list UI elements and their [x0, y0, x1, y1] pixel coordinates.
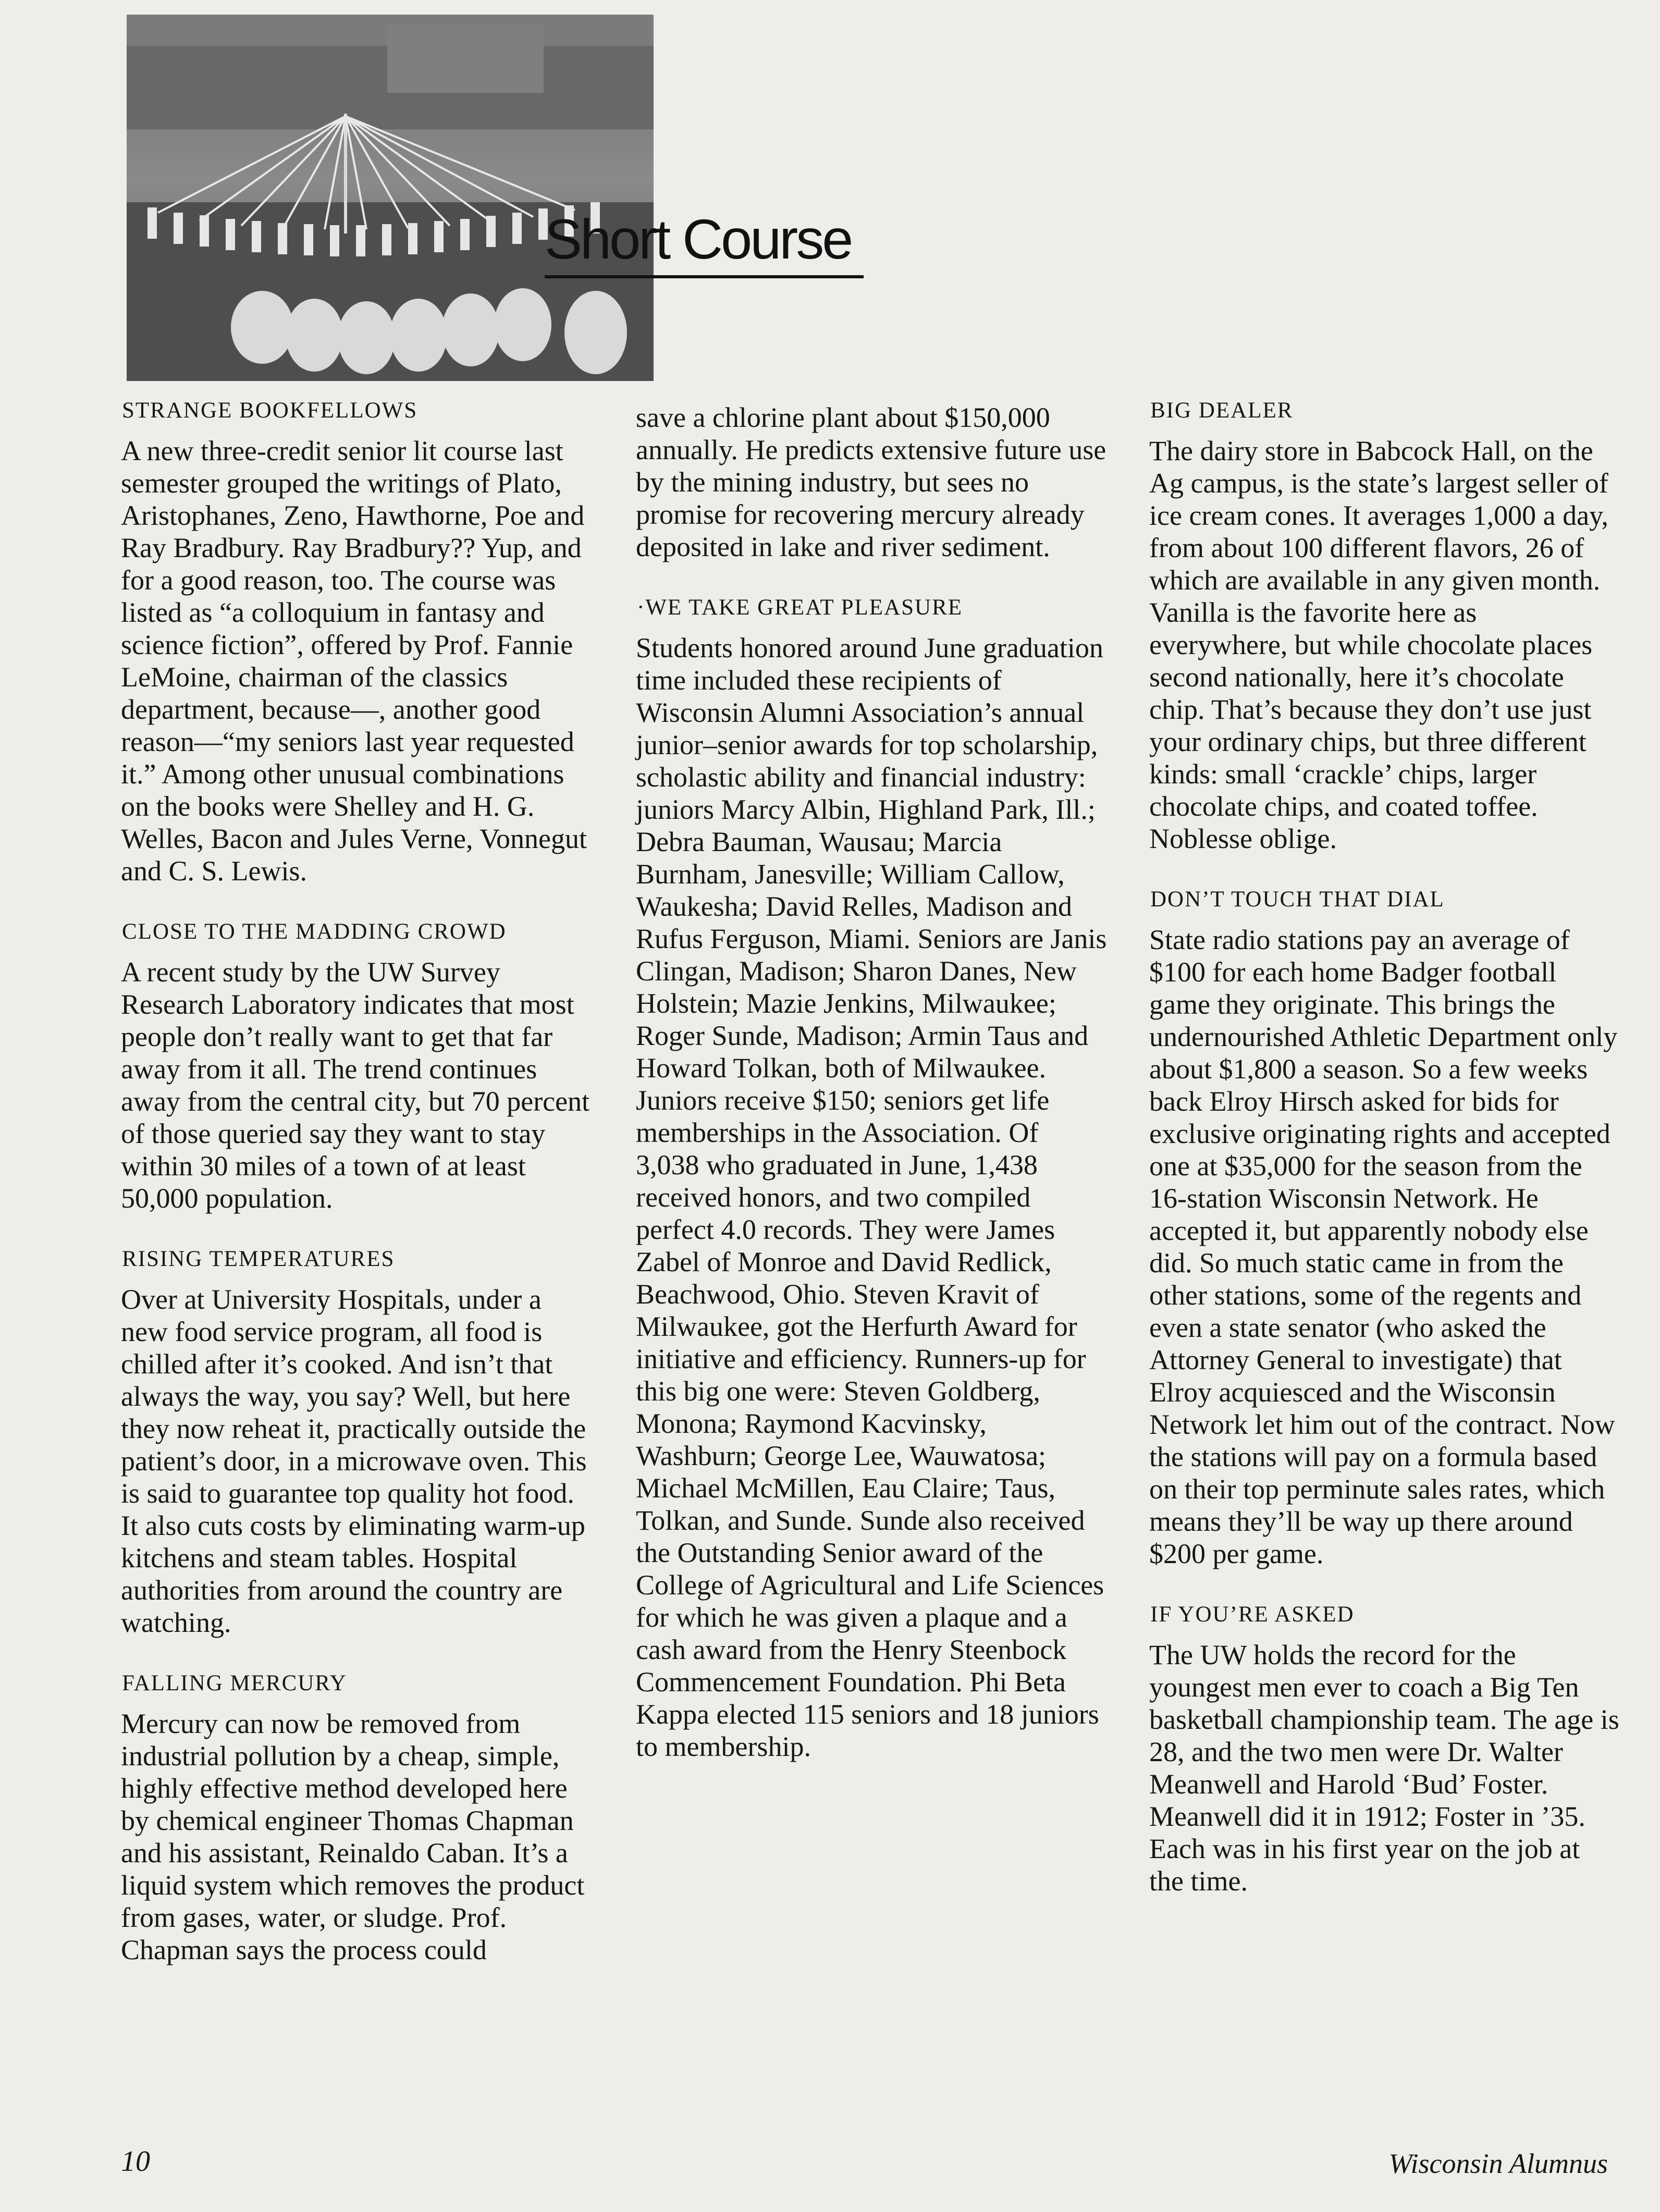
- article-heading: BIG DEALER: [1150, 398, 1294, 423]
- column-3: [1149, 396, 1621, 1927]
- article-body: Mercury can now be removed from industrial pollution by a cheap, simple, highly effective method developed here by chemical engineer Thomas Chapman and his assistant, Reinaldo Caban. It’s a liquid system which removes the product from gases, water, or sludge. Prof. Chapman says the process could: [121, 1707, 585, 1965]
- article-madding-crowd: [121, 917, 593, 1214]
- article-if-youre-asked: [1149, 1600, 1621, 1897]
- article-body: Over at University Hospitals, under a new food service program, all food is chilled after it’s cooked. And isn’t that always the way, you say? Well, but here they now reheat it, practically outside the patient’s door, in a microwave oven. This is said to guarantee top quality hot food. It also cuts costs by eliminating warm-up kitchens and steam tables. Hospital authorities from around the country are watching.: [121, 1283, 587, 1638]
- article-heading: IF YOU’RE ASKED: [1150, 1602, 1355, 1627]
- article-heading: ·WE TAKE GREAT PLEASURE: [637, 595, 963, 620]
- article-body: State radio stations pay an average of $100 for each home Badger football game they originate. This brings the undernourished Athletic Department only about $1,800 a season. So a few weeks back Elroy Hirsch asked for bids for exclusive originating rights and accepted one at $35,000 for the season from the 16-station Wisconsin Network. He accepted it, but apparently nobody else did. So much static came in from the other stations, some of the regents and even a state senator (who asked the Attorney General to investigate) that Elroy acquiesced and the Wisconsin Network let him out of the contract. Now the stations will pay on a formula based on their top perminute sales rates, which means they’ll be way up there around $200 per game.: [1149, 924, 1618, 1569]
- article-falling-mercury-continued: [636, 401, 1108, 563]
- article-big-dealer: [1149, 396, 1621, 855]
- article-heading: STRANGE BOOKFELLOWS: [122, 398, 418, 423]
- title-underline: [545, 275, 864, 278]
- column-2: [636, 401, 1108, 1793]
- maypole-dance-photo-icon: [127, 15, 654, 381]
- article-heading: CLOSE TO THE MADDING CROWD: [122, 919, 507, 944]
- article-body: Students honored around June graduation time included these recipients of Wisconsin Alumni Association’s annual junior–senior awards for top scholarship, scholastic ability and financial industry: juniors Marcy Albin, Highland Park, Ill.; Debra Bauman, Wausau; Marcia Burnham, Janesville; William Callow, Waukesha; David Relles, Madison and Rufus Ferguson, Miami. Seniors are Janis Clingan, Madison; Sharon Danes, New Holstein; Mazie Jenkins, Milwaukee; Roger Sunde, Madison; Armin Taus and Howard Tolkan, both of Milwaukee. Juniors receive $150; seniors get life memberships in the Association. Of 3,038 who graduated in June, 1,438 received honors, and two compiled perfect 4.0 records. They were James Zabel of Monroe and David Redlick, Beachwood, Ohio. Steven Kravit of Milwaukee, got the Herfurth Award for initiative and efficiency. Runners-up for this big one were: Steven Goldberg, Monona; Raymond Kacvinsky, Washburn; George Lee, Wauwatosa; Michael McMillen, Eau Claire; Taus, Tolkan, and Sunde. Sunde also received the Outstanding Senior award of the College of Agricultural and Life Sciences for which he was given a plaque and a cash award from the Henry Steenbock Commencement Foundation. Phi Beta Kappa elected 115 seniors and 18 juniors to membership.: [636, 632, 1107, 1762]
- article-heading: RISING TEMPERATURES: [122, 1246, 395, 1271]
- article-great-pleasure: [636, 593, 1108, 1763]
- page-number: 10: [121, 2145, 150, 2178]
- article-rising-temperatures: [121, 1245, 593, 1639]
- article-body: The dairy store in Babcock Hall, on the Ag campus, is the state’s largest seller of ice cream cones. It averages 1,000 a day, from about 100 different flavors, 26 of which are available in any given month. Vanilla is the favorite here as everywhere, but while chocolate places second nationally, here it’s chocolate chip. That’s because they don’t use just your ordinary chips, but three different kinds: small ‘crackle’ chips, larger chocolate chips, and coated toffee. Noblesse oblige.: [1149, 435, 1609, 854]
- article-falling-mercury: [121, 1669, 593, 1966]
- article-body: save a chlorine plant about $150,000 annually. He predicts extensive future use by the mining industry, but sees no promise for recovering mercury already deposited in lake and river sediment.: [636, 402, 1106, 562]
- column-1: [121, 396, 593, 1996]
- article-heading: FALLING MERCURY: [122, 1670, 347, 1695]
- article-heading: DON’T TOUCH THAT DIAL: [1150, 887, 1445, 912]
- article-touch-dial: [1149, 885, 1621, 1570]
- magazine-name: Wisconsin Alumnus: [1388, 2148, 1608, 2179]
- article-body: The UW holds the record for the youngest men ever to coach a Big Ten basketball championship team. The age is 28, and the two men were Dr. Walter Meanwell and Harold ‘Bud’ Foster. Meanwell did it in 1912; Foster in ’35. Each was in his first year on the job at the time.: [1149, 1639, 1619, 1897]
- page-title: Short Course: [545, 207, 852, 271]
- article-strange-bookfellows: [121, 396, 593, 887]
- maypole-photo: [127, 15, 654, 381]
- article-body: A new three-credit senior lit course last semester grouped the writings of Plato, Aristophanes, Zeno, Hawthorne, Poe and Ray Bradbury. Ray Bradbury?? Yup, and for a good reason, too. The course was listed as “a colloquium in fantasy and science fiction”, offered by Prof. Fannie LeMoine, chairman of the classics department, because—, another good reason—“my seniors last year requested it.” Among other unusual combinations on the books were Shelley and H. G. Welles, Bacon and Jules Verne, Vonnegut and C. S. Lewis.: [121, 435, 587, 887]
- article-body: A recent study by the UW Survey Research Laboratory indicates that most people don’t really want to get that far away from it all. The trend continues away from the central city, but 70 percent of those queried say they want to stay within 30 miles of a town of at least 50,000 population.: [121, 956, 590, 1214]
